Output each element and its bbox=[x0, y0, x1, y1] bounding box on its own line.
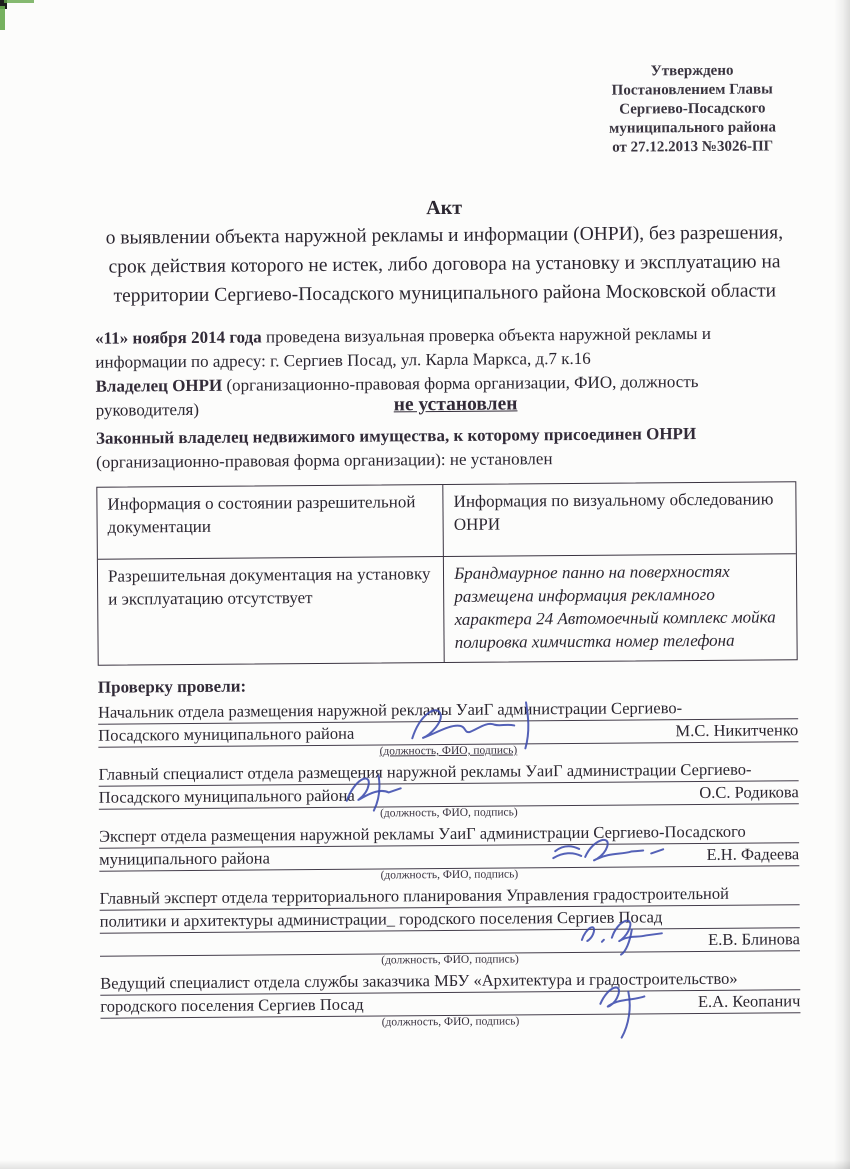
signature-caption: (должность, ФИО, подпись) bbox=[379, 744, 518, 758]
owner-value: не установлен bbox=[393, 393, 518, 416]
inspector-name: Е.В. Блинова bbox=[708, 929, 800, 949]
signature-caption: (должность, ФИО, подпись) bbox=[381, 1015, 520, 1029]
scan-edge-shadow-bottom bbox=[0, 1160, 850, 1169]
owner-label: Владелец ОНРИ bbox=[95, 375, 223, 396]
inspection-table bbox=[96, 481, 797, 665]
body-text: руководителя) bbox=[95, 399, 200, 420]
inspector-entry bbox=[98, 758, 798, 822]
legal-owner-value: (организационно-правовая форма организации): не установлен bbox=[96, 449, 553, 472]
scan-edge-shadow-right bbox=[834, 0, 850, 1169]
inspector-name: Е.Н. Фадеева bbox=[706, 844, 800, 864]
scan-green-edge-vertical bbox=[0, 6, 5, 30]
inspector-position-line: Ведущий специалист отдела службы заказчика МБУ «Архитектура и градостроительство» bbox=[100, 967, 800, 995]
inspection-date: «11» ноября 2014 года bbox=[95, 327, 262, 348]
inspector-name: Е.А. Кеопанич bbox=[697, 991, 801, 1012]
document-title: Акт bbox=[426, 196, 463, 220]
document-subtitle: о выявлении объекта наружной рекламы и информации (ОНРИ), без разрешения, срок действия которого не истек, либо договора на установку и эксплуатацию на территории Сергиево-Посадского муниципального района Московской области bbox=[105, 222, 784, 307]
signature-caption: (должность, ФИО, подпись) bbox=[380, 806, 518, 820]
signature-caption: (должность, ФИО, подпись) bbox=[380, 868, 519, 882]
inspector-position-line: Посадского муниципального района bbox=[98, 723, 355, 745]
scan-green-edge-horizontal bbox=[4, 0, 34, 3]
inspector-entry bbox=[100, 967, 800, 1031]
inspector-position-line: Начальник отдела размещения наружной рекламы УаиГ администрации Сергиево- bbox=[98, 696, 798, 724]
inspector-entry bbox=[99, 882, 800, 969]
inspector-position-line: политики и архитектуры администрации_ городского поселения Сергиев Посад bbox=[100, 905, 800, 933]
approval-line: Постановлением Главы bbox=[611, 81, 773, 99]
document-content bbox=[93, 61, 801, 1034]
approval-line: Сергиево-Посадского bbox=[619, 100, 766, 118]
inspector-position-line: городского поселения Сергиев Посад bbox=[100, 994, 364, 1016]
table-cell-permit-status: Разрешительная документация на установку и эксплуатацию отсутствует bbox=[98, 557, 445, 665]
inspector-position-line: Посадского муниципального района bbox=[98, 785, 355, 807]
table-cell-survey-result: Брандмаурное панно на поверхностях размещена информация рекламного характера 24 Автомоечный комплекс мойка полировка химчистка номер телефона bbox=[454, 561, 776, 652]
signature-caption: (должность, ФИО, подпись) bbox=[381, 953, 519, 967]
table-header-visual-survey: Информация по визуальному обследованию ОНРИ bbox=[444, 482, 796, 557]
body-text: проведена визуальная проверка объекта наружной рекламы и bbox=[261, 323, 711, 347]
inspector-position-line: муниципального района bbox=[99, 848, 271, 869]
body-line bbox=[96, 393, 796, 426]
inspector-entry bbox=[98, 696, 798, 760]
approval-block bbox=[561, 61, 824, 158]
document-body bbox=[95, 321, 796, 474]
approval-line: Утверждено bbox=[650, 62, 734, 80]
table-header-permit-info: Информация о состоянии разрешительной документации bbox=[97, 485, 444, 560]
inspectors-section bbox=[98, 670, 801, 1031]
approval-line: муниципального района bbox=[609, 119, 777, 137]
approval-line: от 27.12.2013 №3026-ПГ bbox=[612, 138, 774, 156]
document-title-block bbox=[94, 192, 795, 310]
inspector-entry bbox=[99, 820, 799, 884]
body-text-bold: Законный владелец недвижимого имущества, к которому присоединен ОНРИ bbox=[95, 424, 697, 448]
body-text: (организационно-правовая форма организации, ФИО, должность bbox=[222, 372, 699, 395]
inspector-name: О.С. Родикова bbox=[699, 782, 799, 803]
inspector-position-line: Главный эксперт отдела территориального планирования Управления градостроительной bbox=[99, 882, 799, 910]
inspectors-heading: Проверку провели: bbox=[97, 676, 247, 697]
object-address: информации по адресу: г. Сергиев Посад, ул. Карла Маркса, д.7 к.16 bbox=[95, 348, 591, 372]
inspector-position-line: Эксперт отдела размещения наружной рекламы УаиГ администрации Сергиево-Посадского bbox=[99, 820, 799, 848]
inspector-position-line: Главный специалист отдела размещения наружной рекламы УаиГ администрации Сергиево- bbox=[98, 758, 798, 786]
inspector-name: М.С. Никитченко bbox=[675, 720, 799, 741]
